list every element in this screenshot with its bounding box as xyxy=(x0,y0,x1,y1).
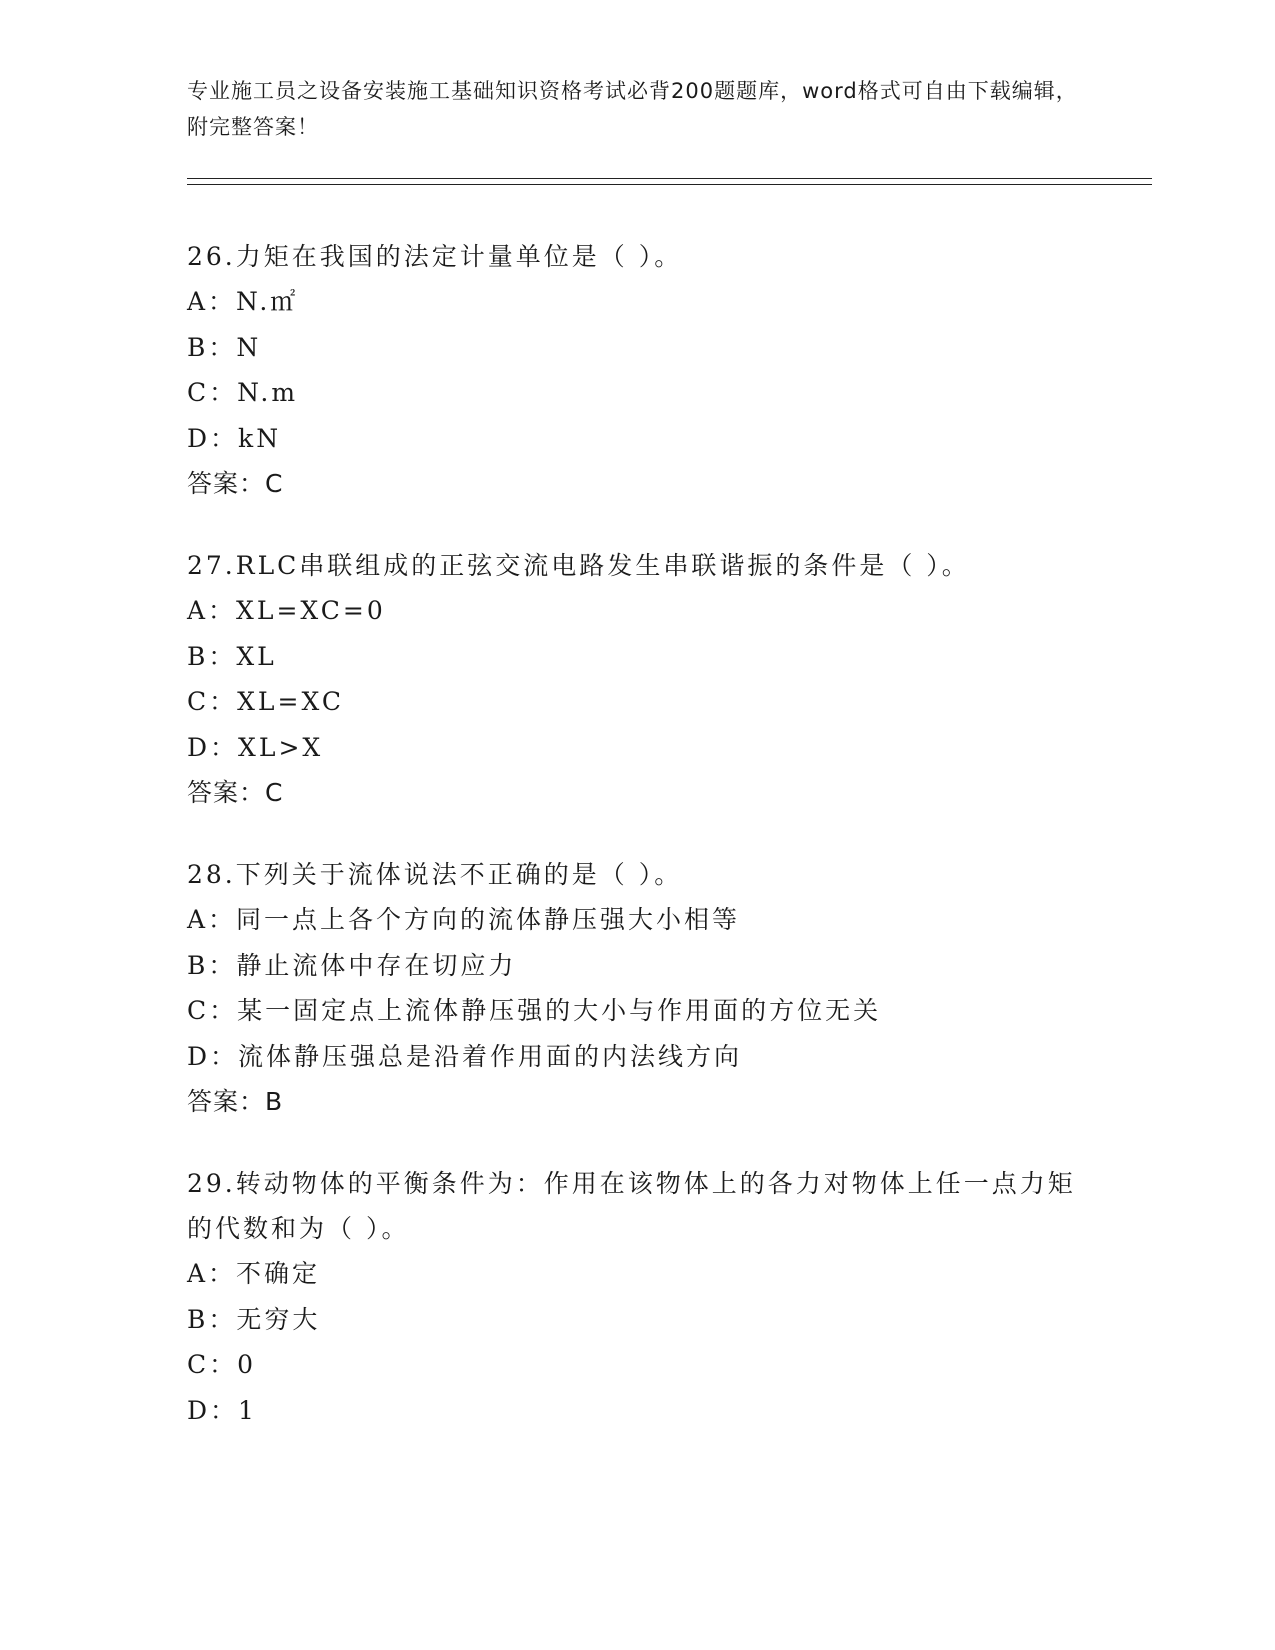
question-stem: 28.下列关于流体说法不正确的是（ ）。 xyxy=(187,860,683,889)
option-a: A：同一点上各个方向的流体静压强大小相等 xyxy=(187,905,741,934)
option-d: D：kN xyxy=(187,423,282,453)
option-c: C：某一固定点上流体静压强的大小与作用面的方位无关 xyxy=(187,996,882,1025)
option-d: D：XL>X xyxy=(187,732,324,762)
option-d: D：流体静压强总是沿着作用面的内法线方向 xyxy=(187,1041,743,1071)
option-d: D：1 xyxy=(187,1395,257,1425)
option-a: A：不确定 xyxy=(187,1259,321,1288)
answer-line: 答案：B xyxy=(187,1087,284,1116)
question-list xyxy=(187,234,1087,1470)
option-a: A：XL=XC=0 xyxy=(187,596,386,625)
document-header: 专业施工员之设备安装施工基础知识资格考试必背200题题库，word格式可自由下载编辑，附完整答案！ xyxy=(187,79,1078,139)
option-c: C：N.m xyxy=(187,378,299,407)
option-b: B：N xyxy=(187,332,262,362)
question-stem: 27.RLC串联组成的正弦交流电路发生串联谐振的条件是（ ）。 xyxy=(187,551,970,580)
question-28 xyxy=(187,852,1087,1124)
header-divider xyxy=(187,178,1152,185)
option-b: B：无穷大 xyxy=(187,1304,321,1334)
option-c: C：XL=XC xyxy=(187,687,344,716)
option-a: A：N.㎡ xyxy=(187,287,299,316)
option-b: B：静止流体中存在切应力 xyxy=(187,950,517,980)
option-b: B：XL xyxy=(187,641,277,671)
answer-line: 答案：C xyxy=(187,469,284,498)
question-stem: 29.转动物体的平衡条件为：作用在该物体上的各力对物体上任一点力矩的代数和为（ ）。 xyxy=(187,1169,1076,1243)
answer-line: 答案：C xyxy=(187,778,284,807)
option-c: C：0 xyxy=(187,1350,257,1379)
question-29 xyxy=(187,1161,1087,1433)
question-stem: 26.力矩在我国的法定计量单位是（ ）。 xyxy=(187,242,683,271)
question-27 xyxy=(187,543,1087,815)
question-26 xyxy=(187,234,1087,506)
